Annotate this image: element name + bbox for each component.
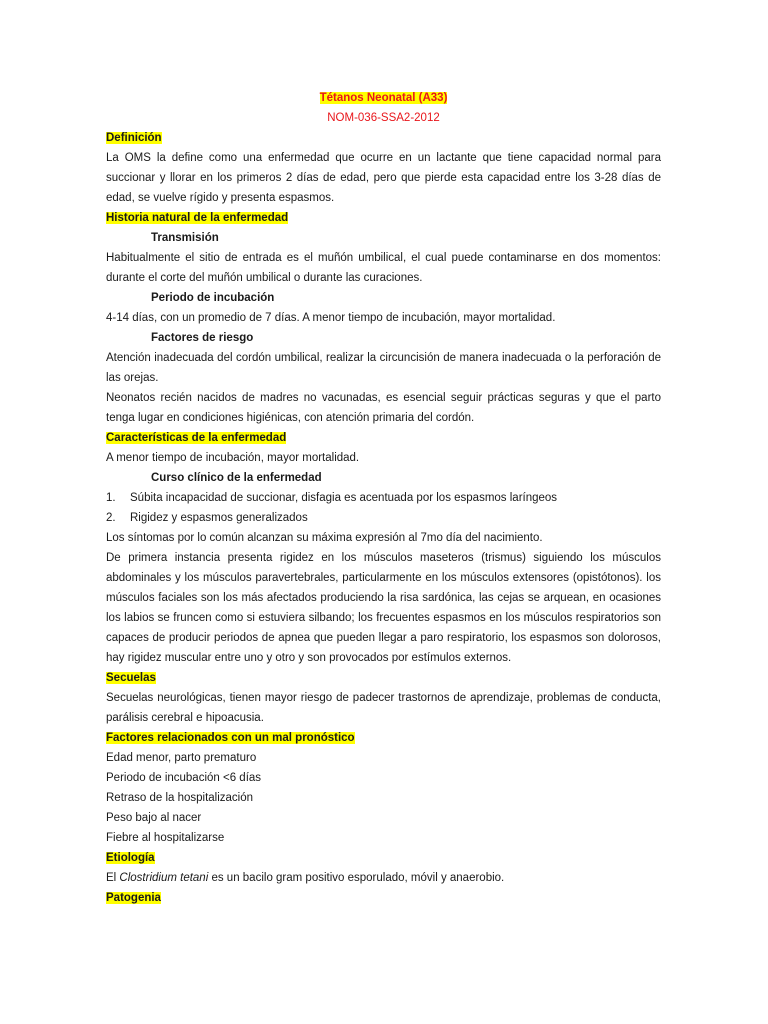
section-heading-definicion: Definición <box>106 132 162 144</box>
transmision-text: Habitualmente el sitio de entrada es el muñón umbilical, el cual puede contaminarse en dos momentos: durante el corte del muñón umbilical o durante las curaciones. <box>106 252 661 284</box>
pronostico-item: Fiebre al hospitalizarse <box>106 832 225 844</box>
subheading-incubacion: Periodo de incubación <box>151 292 275 304</box>
sintomas-text: Los síntomas por lo común alcanzan su máxima expresión al 7mo día del nacimiento. <box>106 532 543 544</box>
riesgo-text-2: Neonatos recién nacidos de madres no vacunadas, es esencial seguir prácticas seguras y que el parto tenga lugar en condiciones higiénicas, con atención primaria del cordón. <box>106 392 661 424</box>
species-name: Clostridium tetani <box>119 872 209 884</box>
caracteristicas-text: A menor tiempo de incubación, mayor mortalidad. <box>106 452 360 464</box>
list-number: 1. <box>106 492 116 504</box>
secuelas-text: Secuelas neurológicas, tienen mayor riesgo de padecer trastornos de aprendizaje, problemas de conducta, parálisis cerebral e hipoacusia. <box>106 692 661 724</box>
incubacion-text: 4-14 días, con un promedio de 7 días. A menor tiempo de incubación, mayor mortalidad. <box>106 312 556 324</box>
etiologia-text: El Clostridium tetani es un bacilo gram positivo esporulado, móvil y anaerobio. <box>106 872 505 884</box>
section-heading-historia: Historia natural de la enfermedad <box>106 212 289 224</box>
list-item <box>106 508 661 528</box>
subheading-curso-clinico: Curso clínico de la enfermedad <box>151 472 322 484</box>
subheading-transmision: Transmisión <box>151 232 219 244</box>
list-text: Súbita incapacidad de succionar, disfagia es acentuada por los espasmos laríngeos <box>130 492 558 504</box>
pronostico-item: Peso bajo al nacer <box>106 812 202 824</box>
subheading-riesgo: Factores de riesgo <box>151 332 254 344</box>
descripcion-clinica-text: De primera instancia presenta rigidez en los músculos maseteros (trismus) siguiendo los músculos abdominales y los músculos paravertebrales, particularmente en los músculos extensores (opistótonos). los músculos faciales son los más afectados produciendo la risa sardónica, las cejas se arquean, en ocasiones los labios se fruncen como si estuviera silbando; los frecuentes espasmos en los músculos respiratorios son capaces de producir periodos de apnea que pueden llegar a paro respiratorio, los espasmos son dolorosos, hay rigidez muscular entre uno y otro y son provocados por estímulos externos. <box>106 552 661 664</box>
pronostico-item: Edad menor, parto prematuro <box>106 752 257 764</box>
document-content <box>106 88 661 908</box>
list-text: Rigidez y espasmos generalizados <box>130 512 308 524</box>
list-item <box>106 488 661 508</box>
pronostico-item: Retraso de la hospitalización <box>106 792 254 804</box>
section-heading-caracteristicas: Características de la enfermedad <box>106 432 287 444</box>
definicion-text: La OMS la define como una enfermedad que ocurre en un lactante que tiene capacidad normal para succionar y llorar en los primeros 2 días de edad, pero que pierde esta capacidad entre los 3-28 días de edad, se vuelve rígido y presenta espasmos. <box>106 152 661 204</box>
section-heading-pronostico: Factores relacionados con un mal pronóstico <box>106 732 355 744</box>
section-heading-etiologia: Etiología <box>106 852 155 864</box>
list-number: 2. <box>106 512 116 524</box>
pronostico-item: Periodo de incubación <6 días <box>106 772 262 784</box>
section-heading-patogenia: Patogenia <box>106 892 161 904</box>
riesgo-text-1: Atención inadecuada del cordón umbilical, realizar la circuncisión de manera inadecuada o la perforación de las orejas. <box>106 352 661 384</box>
document-subtitle: NOM-036-SSA2-2012 <box>327 112 440 124</box>
document-title: Tétanos Neonatal (A33) <box>319 92 448 104</box>
section-heading-secuelas: Secuelas <box>106 672 156 684</box>
